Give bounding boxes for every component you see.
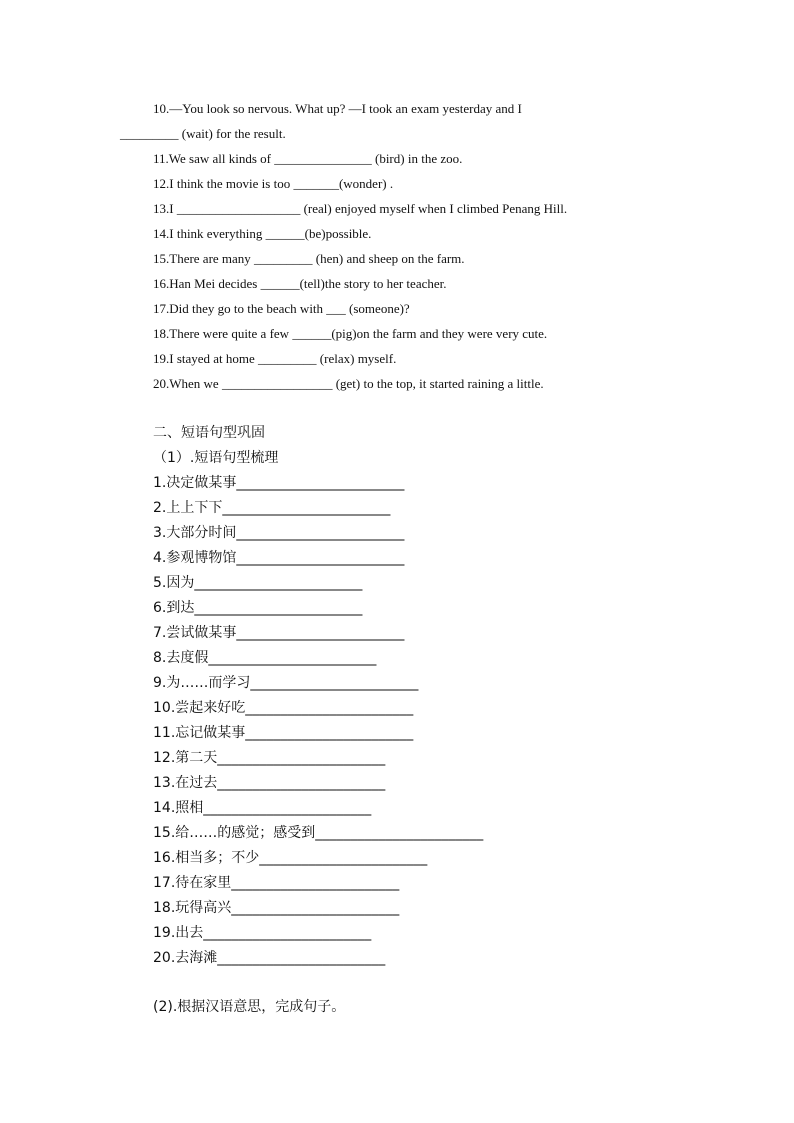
- phrase-item: 4.参观博物馆________________________: [153, 550, 405, 566]
- exercise-line-16: [153, 275, 447, 293]
- exercise-line-13: [153, 200, 567, 218]
- sub-heading-phrase-review: （1）.短语句型梳理: [153, 450, 279, 466]
- phrase-item: 13.在过去________________________: [153, 775, 386, 791]
- section-heading: 二、短语句型巩固: [153, 425, 265, 441]
- phrase-item: 9.为……而学习________________________: [153, 675, 419, 691]
- exercise-number: 18.: [153, 326, 170, 341]
- exercise-text: I think the movie is too _______(wonder) .: [169, 176, 394, 191]
- exercise-line-11: [153, 150, 462, 168]
- phrase-item: 11.忘记做某事________________________: [153, 725, 414, 741]
- phrase-item: 2.上上下下________________________: [153, 500, 391, 516]
- exercise-number: 16.: [153, 276, 170, 291]
- phrase-item: 3.大部分时间________________________: [153, 525, 405, 541]
- exercise-number: 15.: [153, 251, 170, 266]
- exercise-text: When we _________________ (get) to the top, it started raining a little.: [169, 376, 544, 391]
- phrase-item: 8.去度假________________________: [153, 650, 377, 666]
- phrase-item: 16.相当多；不少________________________: [153, 850, 428, 866]
- exercise-number: 12.: [153, 176, 170, 191]
- phrase-item: 14.照相________________________: [153, 800, 372, 816]
- exercise-line-17: [153, 300, 410, 318]
- exercise-line-14: [153, 225, 371, 243]
- exercise-number: 17.: [153, 301, 170, 316]
- exercise-line-18: [153, 325, 547, 343]
- exercise-number: 20.: [153, 376, 170, 391]
- exercise-line-10: [153, 100, 522, 118]
- phrase-item: 6.到达________________________: [153, 600, 363, 616]
- phrase-item: 18.玩得高兴________________________: [153, 900, 400, 916]
- phrase-item: 19.出去________________________: [153, 925, 372, 941]
- exercise-line-19: [153, 350, 396, 368]
- sub-heading-complete-sentences: (2).根据汉语意思，完成句子。: [153, 999, 346, 1015]
- exercise-number: 10.: [153, 101, 170, 116]
- exercise-number: 19.: [153, 351, 170, 366]
- exercise-text: —You look so nervous. What up? —I took an exam yesterday and I: [169, 101, 522, 116]
- exercise-line-12: [153, 175, 393, 193]
- phrase-item: 1.决定做某事________________________: [153, 475, 405, 491]
- exercise-text: There were quite a few ______(pig)on the farm and they were very cute.: [169, 326, 548, 341]
- exercise-text: We saw all kinds of _______________ (bird) in the zoo.: [168, 151, 463, 166]
- phrase-item: 12.第二天________________________: [153, 750, 386, 766]
- exercise-text: I think everything ______(be)possible.: [169, 226, 372, 241]
- exercise-line-15: [153, 250, 465, 268]
- exercise-number: 11.: [153, 151, 169, 166]
- phrase-item: 17.待在家里________________________: [153, 875, 400, 891]
- exercise-text: There are many _________ (hen) and sheep on the farm.: [169, 251, 465, 266]
- exercise-line-10-continued: [120, 125, 286, 143]
- exercise-line-20: [153, 375, 544, 393]
- phrase-item: 10.尝起来好吃________________________: [153, 700, 414, 716]
- exercise-text: I ___________________ (real) enjoyed myself when I climbed Penang Hill.: [169, 201, 568, 216]
- phrase-item: 7.尝试做某事________________________: [153, 625, 405, 641]
- exercise-text: Did they go to the beach with ___ (someone)?: [169, 301, 410, 316]
- phrase-item: 15.给……的感觉；感受到________________________: [153, 825, 484, 841]
- phrase-item: 5.因为________________________: [153, 575, 363, 591]
- phrase-item: 20.去海滩________________________: [153, 950, 386, 966]
- exercise-number: 14.: [153, 226, 170, 241]
- exercise-number: 13.: [153, 201, 170, 216]
- exercise-text: I stayed at home _________ (relax) myself.: [169, 351, 397, 366]
- exercise-text: Han Mei decides ______(tell)the story to her teacher.: [169, 276, 447, 291]
- exercise-text: _________ (wait) for the result.: [120, 126, 286, 141]
